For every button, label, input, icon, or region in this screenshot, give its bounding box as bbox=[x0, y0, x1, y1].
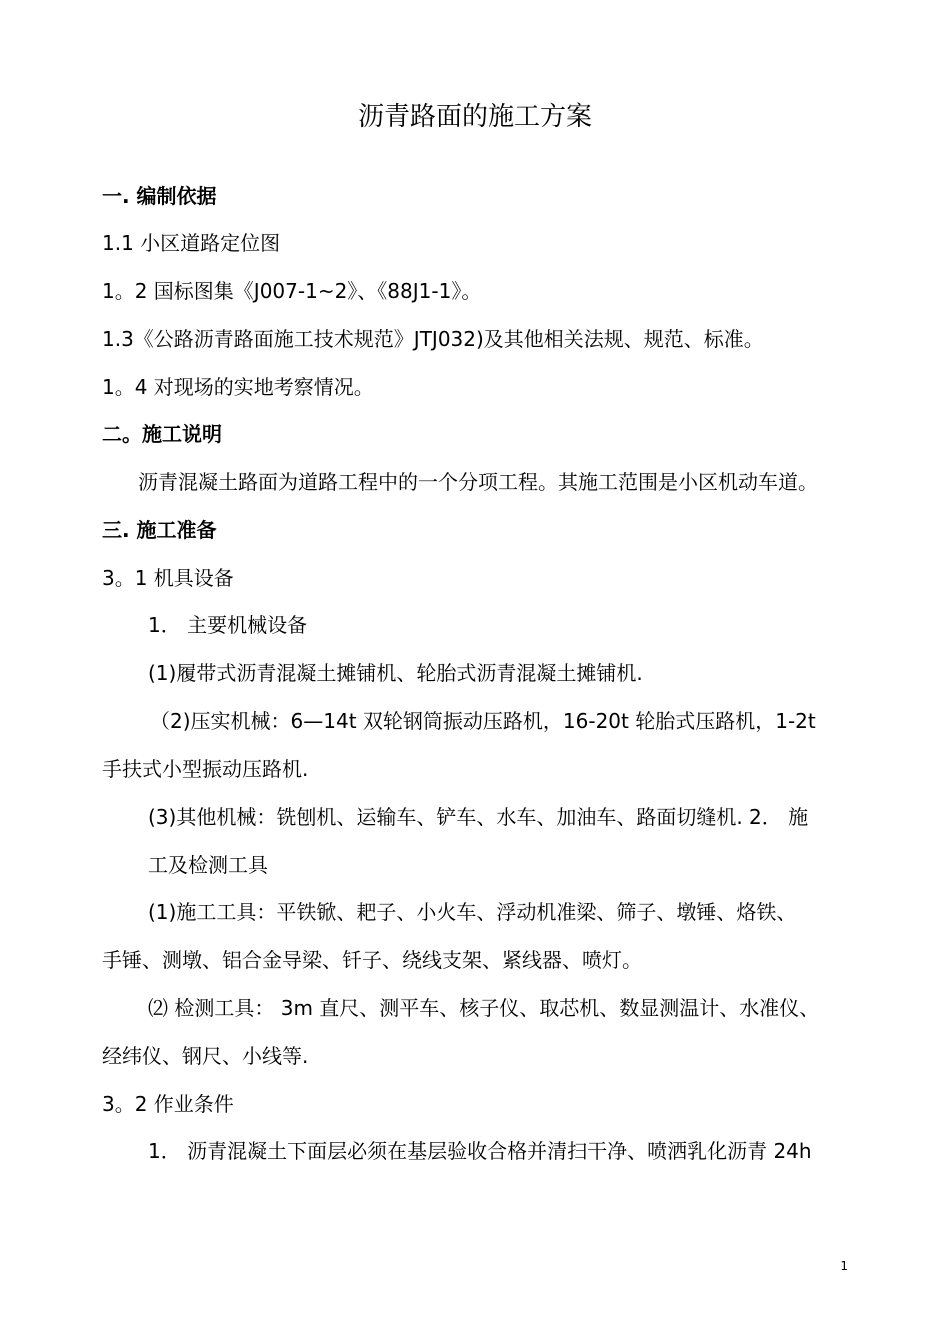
paragraph-line: 1.1 小区道路定位图 bbox=[102, 231, 281, 255]
paragraph-line: (3)其他机械：铣刨机、运输车、铲车、水车、加油车、路面切缝机. 2． 施 bbox=[148, 805, 809, 829]
paragraph-line: 1.3《公路沥青路面施工技术规范》JTJ032)及其他相关法规、规范、标准。 bbox=[102, 327, 764, 351]
paragraph-line: ⑵ 检测工具： 3m 直尺、测平车、核子仪、取芯机、数显测温计、水准仪、 bbox=[148, 996, 820, 1020]
paragraph-line: 1． 沥青混凝土下面层必须在基层验收合格并清扫干净、喷洒乳化沥青 24h bbox=[148, 1139, 812, 1163]
section-heading-1: 一. 编制依据 bbox=[102, 184, 217, 208]
paragraph-line: 1． 主要机械设备 bbox=[148, 613, 308, 637]
section-heading-3: 三. 施工准备 bbox=[102, 518, 217, 542]
paragraph-line: 工及检测工具 bbox=[148, 853, 268, 877]
paragraph-line: 手锤、测墩、铝合金导梁、钎子、绕线支架、紧线器、喷灯。 bbox=[102, 948, 642, 972]
paragraph-line: 3。2 作业条件 bbox=[102, 1092, 234, 1116]
paragraph-line: 经纬仪、钢尺、小线等. bbox=[102, 1044, 309, 1068]
paragraph-line: 沥青混凝土路面为道路工程中的一个分项工程。其施工范围是小区机动车道。 bbox=[138, 470, 818, 494]
paragraph-line: 1。2 国标图集《J007-1~2》、《88J1-1》。 bbox=[102, 279, 482, 303]
page-number: 1 bbox=[840, 1259, 848, 1273]
paragraph-line: （2)压实机械：6—14t 双轮钢筒振动压路机，16-20t 轮胎式压路机，1-2t bbox=[150, 709, 816, 733]
paragraph-line: 1。4 对现场的实地考察情况。 bbox=[102, 375, 374, 399]
paragraph-line: (1)施工工具：平铁锨、耙子、小火车、浮动机准梁、筛子、墩锤、烙铁、 bbox=[148, 900, 797, 924]
document-title: 沥青路面的施工方案 bbox=[357, 102, 592, 132]
paragraph-line: 手扶式小型振动压路机. bbox=[102, 757, 309, 781]
paragraph-line: (1)履带式沥青混凝土摊铺机、轮胎式沥青混凝土摊铺机. bbox=[148, 661, 643, 685]
section-heading-2: 二。施工说明 bbox=[102, 422, 222, 446]
paragraph-line: 3。1 机具设备 bbox=[102, 566, 234, 590]
